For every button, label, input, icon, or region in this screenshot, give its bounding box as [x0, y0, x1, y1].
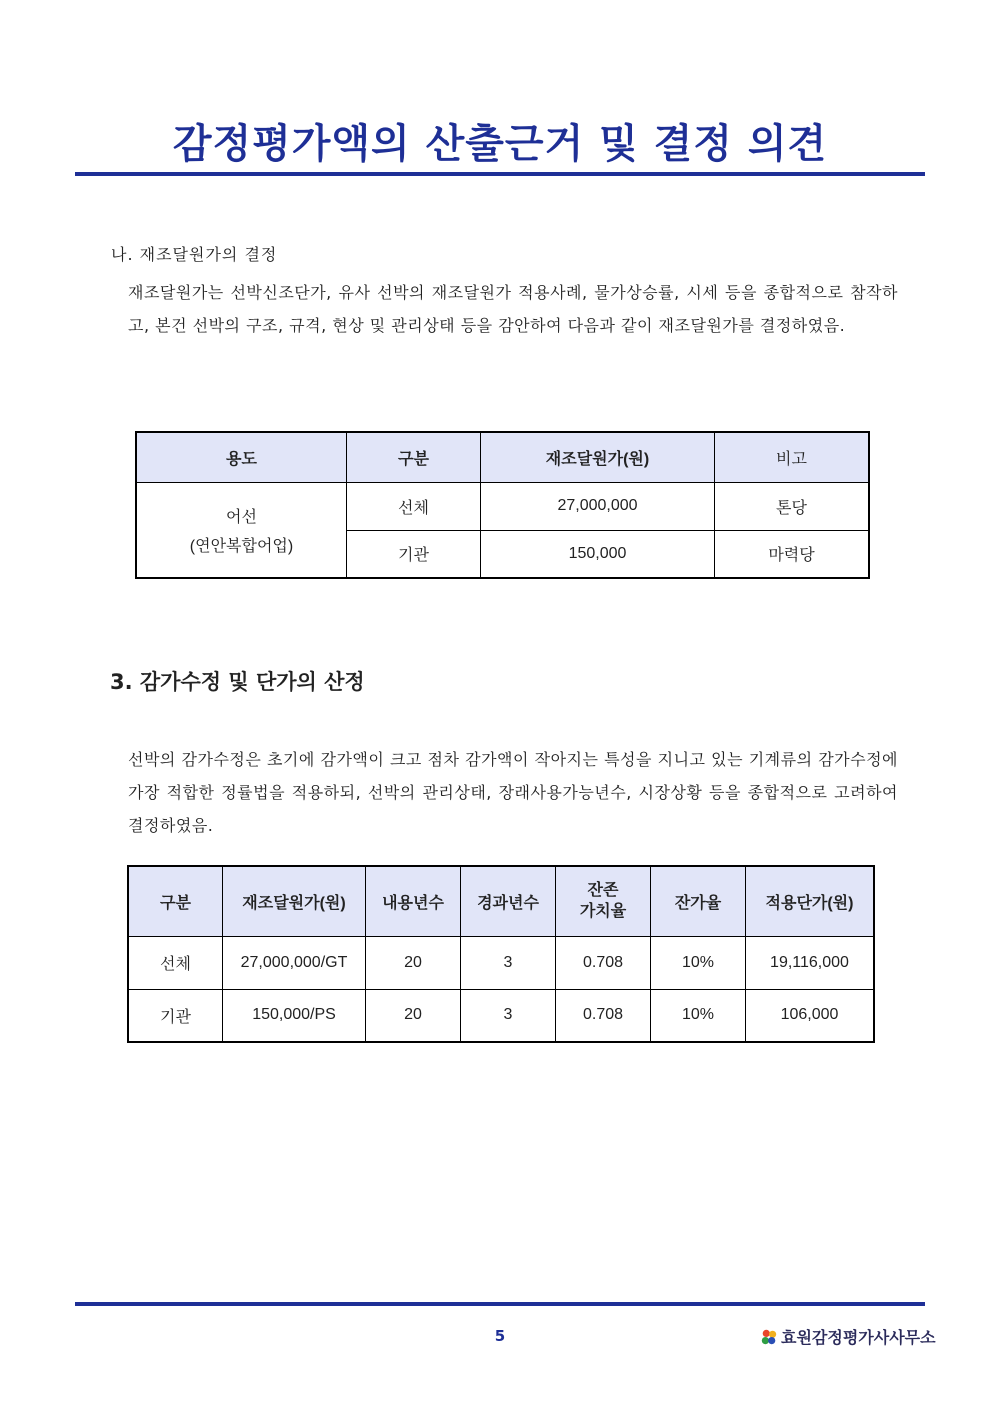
usage-cell [136, 482, 347, 578]
category-cell: 선체 [347, 482, 481, 530]
note-cell: 톤당 [715, 482, 870, 530]
residual-value-cell: 0.708 [556, 989, 651, 1042]
useful-life-cell: 20 [366, 989, 461, 1042]
subsection-heading: 나. 재조달원가의 결정 [111, 245, 278, 264]
category-cell: 기관 [347, 530, 481, 578]
cost-cell: 150,000 [481, 530, 715, 578]
useful-life-cell: 20 [366, 936, 461, 989]
table-header-row [136, 432, 869, 482]
page-title: 감정평가액의 산출근거 및 결정 의견 [172, 121, 828, 167]
depreciation-table [127, 865, 875, 1043]
header-replacement-cost: 재조달원가(원) [223, 866, 366, 936]
header-useful-life: 내용년수 [366, 866, 461, 936]
header-elapsed-years: 경과년수 [461, 866, 556, 936]
header-note: 비고 [715, 432, 870, 482]
firm-logo-icon [760, 1328, 778, 1346]
salvage-rate-cell: 10% [651, 989, 746, 1042]
header-line: 가치율 [579, 903, 627, 921]
cost-cell: 150,000/PS [223, 989, 366, 1042]
header-usage: 용도 [136, 432, 347, 482]
replacement-cost-table [135, 431, 870, 579]
header-salvage-rate: 잔가율 [651, 866, 746, 936]
usage-line: (연안복합어업) [189, 537, 294, 555]
note-cell: 마력당 [715, 530, 870, 578]
elapsed-years-cell: 3 [461, 936, 556, 989]
salvage-rate-cell: 10% [651, 936, 746, 989]
page-number: 5 [494, 1327, 506, 1345]
header-category: 구분 [347, 432, 481, 482]
residual-value-cell: 0.708 [556, 936, 651, 989]
depreciation-paragraph: 선박의 감가수정은 초기에 감가액이 크고 점차 감가액이 작아지는 특성을 지니고 있는 기계류의 감가수정에 가장 적합한 정률법을 적용하되, 선박의 관리상태, 장래사용가능년수, 시장상황 등을 종합적으로 고려하여 결정하였음. [128, 750, 898, 835]
footer-divider [75, 1302, 925, 1306]
replacement-cost-paragraph: 재조달원가는 선박신조단가, 유사 선박의 재조달원가 적용사례, 물가상승률, 시세 등을 종합적으로 참작하고, 본건 선박의 구조, 규격, 현상 및 관리상태 등을 감안하여 다음과 같이 재조달원가를 결정하였음. [128, 283, 898, 335]
table-row [128, 989, 874, 1042]
category-cell: 기관 [128, 989, 223, 1042]
header-category: 구분 [128, 866, 223, 936]
cost-cell: 27,000,000 [481, 482, 715, 530]
firm-signature [760, 1325, 936, 1348]
header-residual-value-rate [556, 866, 651, 936]
header-line: 잔존 [587, 882, 619, 900]
table-header-row [128, 866, 874, 936]
usage-line: 어선 [226, 508, 257, 526]
section-heading: 3. 감가수정 및 단가의 산정 [110, 670, 365, 694]
title-divider [75, 172, 925, 176]
unit-price-cell: 19,116,000 [746, 936, 875, 989]
elapsed-years-cell: 3 [461, 989, 556, 1042]
table-row [128, 936, 874, 989]
category-cell: 선체 [128, 936, 223, 989]
header-replacement-cost: 재조달원가(원) [481, 432, 715, 482]
firm-name: 효원감정평가사사무소 [781, 1328, 936, 1347]
unit-price-cell: 106,000 [746, 989, 875, 1042]
table-row [136, 482, 869, 530]
header-applied-unit-price: 적용단가(원) [746, 866, 875, 936]
cost-cell: 27,000,000/GT [223, 936, 366, 989]
